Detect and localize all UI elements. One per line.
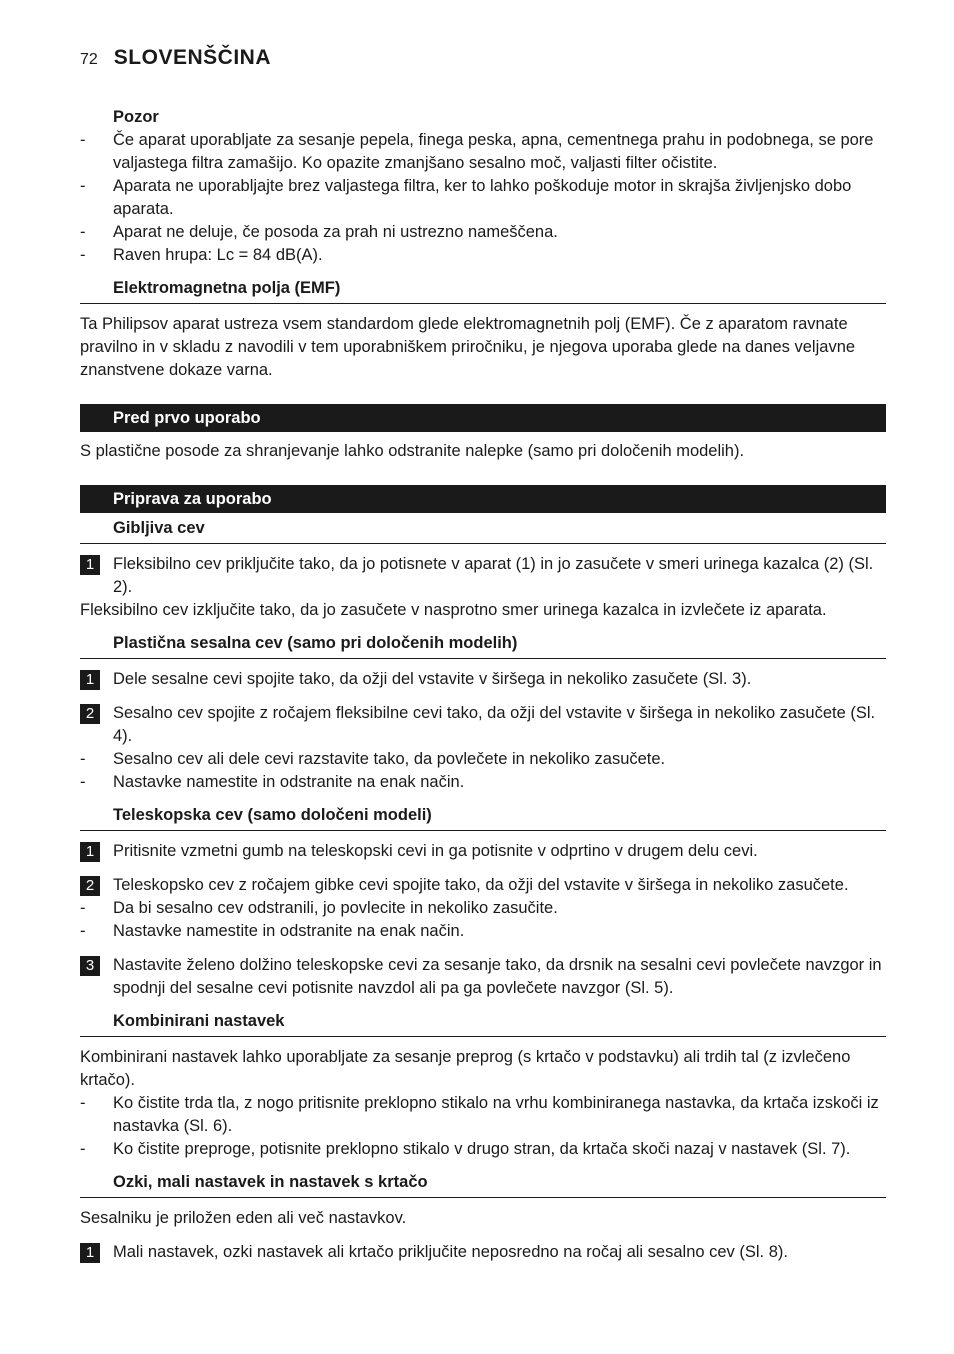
page-content [80,106,886,1264]
kombinirani-nastavek-heading: Kombinirani nastavek [80,1010,886,1037]
step-item: 1 Mali nastavek, ozki nastavek ali krtačo priključite neposredno na ročaj ali sesalno cev (Sl. 8). [80,1241,886,1264]
step-number: 2 [80,704,100,724]
step-number: 1 [80,555,100,575]
emf-text: Ta Philipsov aparat ustreza vsem standardom glede elektromagnetnih polj (EMF). Če z aparatom ravnate pravilno in v skladu z navodili v tem uporabniškem priročniku, je njegova uporaba glede na danes veljavne znanstvene dokaze varna. [80,315,856,379]
ozki-nastavek-heading: Ozki, mali nastavek in nastavek s krtačo [80,1171,886,1198]
language-title: SLOVENŠČINA [113,46,271,69]
list-item: - Nastavke namestite in odstranite na enak način. [80,773,465,791]
step-item: 3 Nastavite želeno dolžino teleskopske cevi za sesanje tako, da drsnik na sesalni cevi povlečete navzgor in spodnji del sesalne cevi potisnite navzdol ali pa ga povlečete navzgor (Sl. 5). [80,954,886,1000]
step-item: 1 Dele sesalne cevi spojite tako, da ožji del vstavite v širšega in nekoliko zasučete (Sl. 3). [80,668,886,691]
priprava-heading: Priprava za uporabo [80,485,886,513]
emf-heading: Elektromagnetna polja (EMF) [80,277,886,304]
teleskopska-cev-heading: Teleskopska cev (samo določeni modeli) [80,804,886,831]
step-item: 2 Teleskopsko cev z ročajem gibke cevi spojite tako, da ožji del vstavite v širšega in nekoliko zasučete. [80,874,886,897]
ozki-nastavek-text: Sesalniku je priložen eden ali več nastavkov. [80,1209,407,1227]
step-item: 1 Fleksibilno cev priključite tako, da jo potisnete v aparat (1) in jo zasučete v smeri urinega kazalca (2) (Sl. 2). [80,553,886,599]
step-number: 1 [80,670,100,690]
page-number: 72 [80,51,98,68]
list-item: - Raven hrupa: Lc = 84 dB(A). [80,246,323,264]
step-item: 1 Pritisnite vzmetni gumb na teleskopski cevi in ga potisnite v odprtino v drugem delu cevi. [80,840,886,863]
list-item: - Če aparat uporabljate za sesanje pepela, finega peska, apna, cementnega prahu in podobnega, se pore valjastega filtra zamašijo. Ko opazite zmanjšano sesalno moč, valjasti filter očistite. [80,131,874,172]
plasticna-cev-heading: Plastična sesalna cev (samo pri določenih modelih) [80,632,886,659]
step-item: 2 Sesalno cev spojite z ročajem fleksibilne cevi tako, da ožji del vstavite v širšega in nekoliko zasučete (Sl. 4). [80,702,886,748]
pred-prvo-uporabo-text: S plastične posode za shranjevanje lahko odstranite nalepke (samo pri določenih modelih). [80,442,745,460]
list-item: - Ko čistite trda tla, z nogo pritisnite preklopno stikalo na vrhu kombiniranega nastavka, da krtača izskoči iz nastavka (Sl. 6). [80,1094,879,1135]
step-number: 3 [80,956,100,976]
page-header [80,46,271,76]
pred-prvo-uporabo-heading: Pred prvo uporabo [80,404,886,432]
gibljiva-cev-heading: Gibljiva cev [80,517,886,544]
list-item: - Aparat ne deluje, če posoda za prah ni ustrezno nameščena. [80,223,558,241]
list-item: - Aparata ne uporabljajte brez valjastega filtra, ker to lahko poškoduje motor in skrajša življenjsko dobo aparata. [80,177,852,218]
step-number: 1 [80,842,100,862]
list-item: - Da bi sesalno cev odstranili, jo povlecite in nekoliko zasučite. [80,899,558,917]
step-number: 1 [80,1243,100,1263]
pozor-heading: Pozor [113,108,159,126]
gibljiva-cev-text: Fleksibilno cev izključite tako, da jo zasučete v nasprotno smer urinega kazalca in izvlečete iz aparata. [80,601,827,619]
step-number: 2 [80,876,100,896]
list-item: - Ko čistite preproge, potisnite preklopno stikalo v drugo stran, da krtača skoči nazaj v nastavek (Sl. 7). [80,1140,851,1158]
list-item: - Sesalno cev ali dele cevi razstavite tako, da povlečete in nekoliko zasučete. [80,750,666,768]
list-item: - Nastavke namestite in odstranite na enak način. [80,922,465,940]
kombinirani-nastavek-text: Kombinirani nastavek lahko uporabljate za sesanje preprog (s krtačo v podstavku) ali trdih tal (z izvlečeno krtačo). [80,1048,851,1089]
